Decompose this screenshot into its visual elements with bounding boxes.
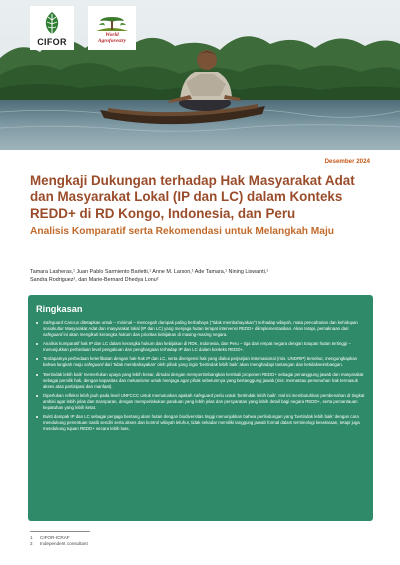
summary-bullet-list (36, 320, 366, 435)
footnotes (30, 535, 88, 547)
footnote-text: Independent consultant (40, 541, 88, 547)
footnote-divider (30, 531, 90, 532)
summary-bullet: Analisis komparatif hak IP dan LC dalam kerangka hukum dan kebijakan di RDK, Indonesia, dan Peru – tiga dari empat negara dengan tutupan hutan tertinggi – menunjukkan perbedaan level pengakuan dan penghargaan terhadap IP dan LC dalam konteks REDD+. (36, 341, 366, 353)
document-title: Mengkaji Dukungan terhadap Hak Masyarakat Adat dan Masyarakat Lokal (IP dan LC) dalam Konteks REDD+ di RD Kongo, Indonesia, dan Peru (30, 173, 355, 221)
world-agroforestry-logo-icon (94, 11, 130, 33)
summary-heading: Ringkasan (36, 304, 83, 314)
summary-bullet: Safeguard Cancun ditetapkan untuk – minimal – mencegah dampak paling berbahaya ("tidak membahayakan") terhadap wilayah, mata pencaharian dan kehidupan sosiokultur Masyarakat Adat dan masyarakat lokal (IP dan LC) yang menjaga hutan tempat intervensi REDD+ diimplementasikan. Akan tetapi, pemaknaan dari safeguard ini akan mengikuti kerangka hukum dan prioritas kebijakan di masing-masing negara. (36, 320, 366, 338)
footnote-number: 1 (30, 535, 33, 540)
document-subtitle: Analisis Komparatif serta Rekomendasi untuk Melangkah Maju (30, 226, 335, 237)
partner-logos (30, 6, 136, 50)
summary-box (28, 295, 373, 521)
cifor-logo (30, 6, 74, 50)
footnote-text: CIFOR-ICRAF (40, 535, 70, 540)
publication-date: Desember 2024 (324, 158, 370, 165)
world-agroforestry-logo-text (98, 33, 126, 45)
cifor-logo-text: CIFOR (37, 36, 67, 47)
world-agroforestry-logo (88, 6, 136, 50)
author-list: Tamara Lasheras,¹ Juan Pablo Sarmiento Barletti,¹ Anne M. Larson,¹ Ade Tamara,¹ Nining Liswanti,¹ Sandra Rodriguez², dan Marie-Bernard Dhedya Lonu² (30, 269, 269, 283)
summary-bullet: Diperlukan refleksi lebih jauh pada level UNFCCC untuk memutuskan apakah safeguard perlu untuk 'bertindak lebih baik'. Hal ini membutuhkan pembenahan di tingkat ambisi agar lebih jelas dan transparan, dengan memperlakukan panduan yang lebih jelas dan persyaratan yang lebih detail bagi negara REDD+, serta pemantauan kepatuhan yang lebih ketat. (36, 393, 366, 411)
cifor-logo-icon (41, 10, 63, 36)
summary-bullet: Bukti dampak IP dan LC sebagai penjaga bentang alam hutan dengan biodiversitas tinggi menunjukkan bahwa perlindungan yang 'bertindak lebih baik' dengan cara mendukung penentuan nasib sendiri serta akses dan kontrol wilayah leluhur, tidak sekadar memiliki tanggung jawab formal dalam terminologi kesetaraan, tetapi juga mendukung tujuan REDD+ secara lebih luas. (36, 414, 366, 432)
footnote-number: 2 (30, 541, 33, 547)
wa-logo-word-2: Agroforestry (97, 38, 127, 44)
footnote-item (30, 541, 88, 547)
summary-bullet: Terdapatnya perbedaan keterlibatan dengan hak-hak IP dan LC, serta divergensi hak yang diakui perjanjian internasional (mis. UNDRIP) tersebut, mengungkapkan bahwa langkah maju safeguard dari 'tidak membahayakan' oleh pihak yang ingin 'bertindak lebih baik' akan menghadapi tantangan dan ketidakseimbangan. (36, 356, 366, 368)
wa-logo-word-1: World (105, 32, 119, 39)
summary-bullet: 'Bertindak lebih baik' memerlukan upaya yang lebih besar, dimulai dengan mempertimbangkan kembali proponen REDD+ sebagai penanggung jawab dan masyarakat sebagai pemilik hak, dengan kapasitas dan mekanisme untuk menjaga agar pihak sebelumnya yang bertanggung jawab (mis: memantau pemenuhan hak termasuk akses atas partisipasi dan manfaat). (36, 372, 366, 390)
